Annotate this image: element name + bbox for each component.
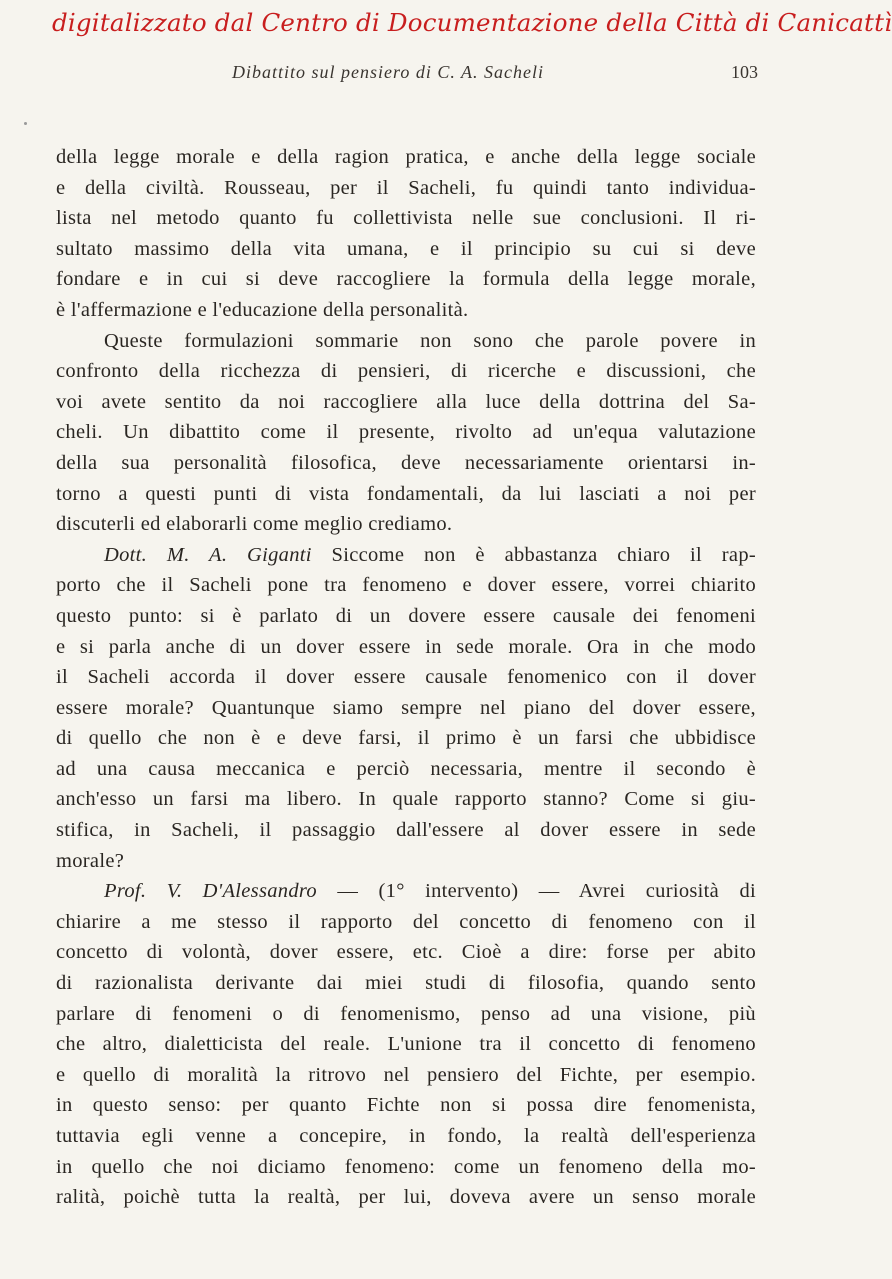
text-line: Queste formulazioni sommarie non sono che parole povere in (104, 329, 756, 352)
text-line: stifica, in Sacheli, il passaggio dall'essere al dover essere in sede (56, 819, 756, 842)
text-line: fondare e in cui si deve raccogliere la formula della legge morale, (56, 268, 756, 291)
text-line: tuttavia egli venne a concepire, in fondo, la realtà dell'esperienza (56, 1125, 756, 1147)
text-line: che altro, dialetticista del reale. L'unione tra il concetto di fenomeno (56, 1033, 756, 1056)
text-line: e si parla anche di un dover essere in sede morale. Ora in che modo (56, 635, 756, 658)
text-line: concetto di volontà, dover essere, etc. Cioè a dire: forse per abito (56, 941, 756, 964)
text-line: morale? (56, 849, 125, 872)
speaker-line (56, 876, 756, 907)
text-line: essere morale? Quantunque siamo sempre nel piano del dover essere, (56, 696, 756, 719)
text-line: il Sacheli accorda il dover essere causale fenomenico con il dover (56, 666, 756, 689)
text-line: in questo senso: per quanto Fichte non si possa dire fenomenista, (56, 1094, 756, 1117)
text-line: di quello che non è e deve farsi, il primo è un farsi che ubbidisce (56, 727, 756, 750)
text-line: cheli. Un dibattito come il presente, rivolto ad un'equa valutazione (56, 421, 756, 444)
text-line: sultato massimo della vita umana, e il principio su cui si deve (56, 237, 756, 260)
text-fragment: — (1° intervento) — Avrei curiosità di (337, 880, 756, 903)
text-line: in quello che noi diciamo fenomeno: come un fenomeno della mo- (56, 1155, 756, 1178)
speaker-name: Prof. V. D'Alessandro (104, 880, 317, 903)
text-line: chiarire a me stesso il rapporto del concetto di fenomeno con il (56, 910, 756, 933)
speaker-line (56, 540, 756, 571)
page-number: 103 (731, 62, 758, 82)
digitization-watermark: digitalizzato dal Centro di Documentazione della Città di Canicattì (52, 8, 892, 37)
text-line: confronto della ricchezza di pensieri, di ricerche e discussioni, che (56, 360, 756, 383)
text-line: ad una causa meccanica e perciò necessaria, mentre il secondo è (56, 757, 756, 780)
text-line: torno a questi punti di vista fondamentali, da lui lasciati a noi per (56, 482, 756, 505)
speaker-name: Dott. M. A. Giganti (104, 543, 312, 566)
text-line: porto che il Sacheli pone tra fenomeno e dover essere, vorrei chiarito (56, 574, 756, 597)
text-line: della legge morale e della ragion pratica, e anche della legge sociale (56, 146, 756, 168)
text-line: e della civiltà. Rousseau, per il Sacheli, fu quindi tanto individua- (56, 176, 756, 199)
text-line: voi avete sentito da noi raccogliere alla luce della dottrina del Sa- (56, 390, 756, 413)
body-text (56, 142, 756, 1213)
text-line: questo punto: si è parlato di un dovere essere causale dei fenomeni (56, 604, 756, 627)
text-line: e quello di moralità la ritrovo nel pensiero del Fichte, per esempio. (56, 1063, 756, 1086)
text-fragment: Siccome non è abbastanza chiaro il rap- (331, 543, 756, 566)
text-line: discuterli ed elaborarli come meglio crediamo. (56, 513, 453, 536)
text-line: è l'affermazione e l'educazione della personalità. (56, 298, 469, 321)
text-line: lista nel metodo quanto fu collettivista nelle sue conclusioni. Il ri- (56, 207, 756, 230)
text-line: anch'esso un farsi ma libero. In quale rapporto stanno? Come si giu- (56, 788, 756, 811)
scan-speck (24, 122, 27, 125)
running-head: Dibattito sul pensiero di C. A. Sacheli (232, 62, 544, 82)
text-line: parlare di fenomeni o di fenomenismo, penso ad una visione, più (56, 1002, 756, 1025)
text-line: della sua personalità filosofica, deve necessariamente orientarsi in- (56, 451, 756, 474)
text-line: ralità, poichè tutta la realtà, per lui, doveva avere un senso morale (56, 1186, 756, 1209)
text-line: di razionalista derivante dai miei studi di filosofia, quando sento (56, 972, 756, 995)
